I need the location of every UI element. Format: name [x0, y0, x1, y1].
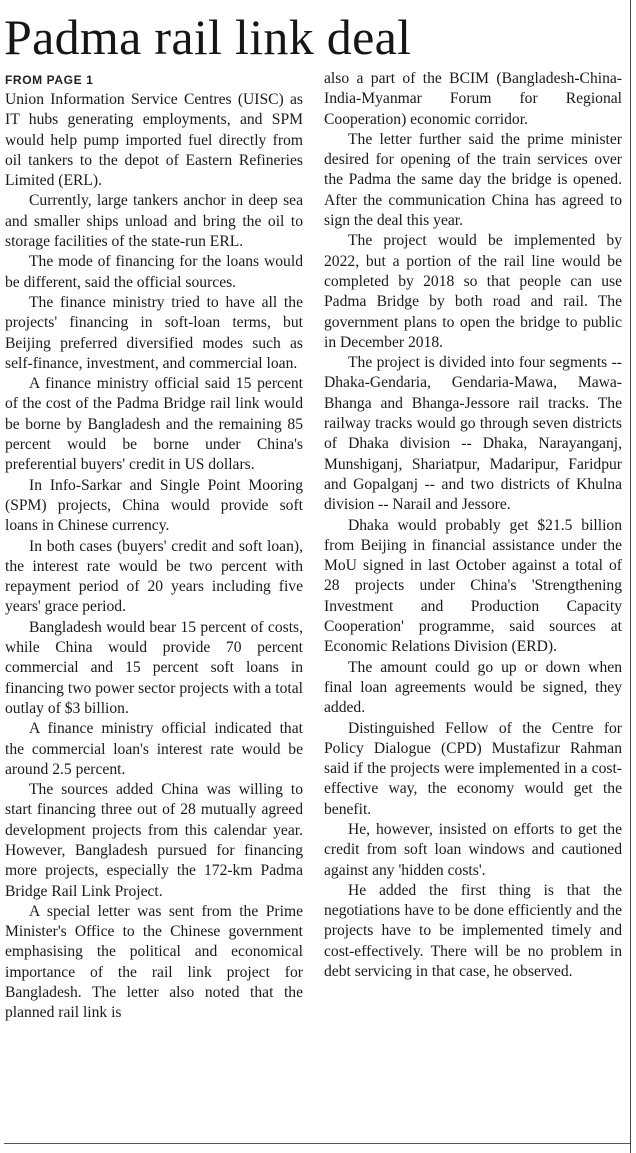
paragraph: He, however, insisted on efforts to get the credit from soft loan windows and cautioned against any 'hidden costs'.: [324, 820, 622, 879]
paragraph: Dhaka would probably get $21.5 billion from Beijing in financial assistance under the MoU signed in last October against a total of 28 projects under China's 'Strengthening Investment and Production Capacity Cooperation' programme, said sources at Economic Relations Division (ERD).: [324, 516, 622, 656]
paragraph: The letter further said the prime minister desired for opening of the train services over the Padma the same day the bridge is opened. After the communication China has agreed to sign the deal this year.: [324, 130, 622, 230]
bottom-rule: [4, 1143, 630, 1144]
paragraph: In Info-Sarkar and Single Point Mooring (SPM) projects, China would provide soft loans in Chinese currency.: [5, 476, 303, 535]
continued-from-label: FROM PAGE 1: [5, 73, 94, 87]
paragraph: The sources added China was willing to start financing three out of 28 mutually agreed development projects from this calendar year. However, Bangladesh pursued for financing more projects, especially the 172-km Padma Bridge Rail Link Project.: [5, 781, 303, 900]
paragraph: Distinguished Fellow of the Centre for Policy Dialogue (CPD) Mustafizur Rahman said if the projects were implemented in a cost-effective way, the economy would get the benefit.: [324, 719, 622, 818]
paragraph: The project is divided into four segments -- Dhaka-Gendaria, Gendaria-Mawa, Mawa-Bhanga and Bhanga-Jessore rail tracks. The railway tracks would go through seven districts of Dhaka division -- Dhaka, Narayanganj, Munshiganj, Shariatpur, Madaripur, Faridpur and Gopalganj -- and two districts of Khulna division -- Narail and Jessore.: [324, 354, 622, 514]
right-edge-rule: [630, 0, 631, 1153]
paragraph: A finance ministry official said 15 percent of the cost of the Padma Bridge rail link would be borne by Bangladesh and the remaining 85 percent would be borne under China's preferential buyers' credit in US dollars.: [5, 375, 303, 474]
paragraph: Currently, large tankers anchor in deep sea and smaller ships unload and bring the oil to storage facilities of the state-run ERL.: [5, 192, 303, 251]
headline: Padma rail link deal: [4, 9, 412, 65]
article-column-left: [5, 90, 303, 1024]
paragraph: A finance ministry official indicated that the commercial loan's interest rate would be around 2.5 percent.: [5, 720, 303, 778]
paragraph: A special letter was sent from the Prime Minister's Office to the Chinese government emphasising the political and economical importance of the rail link project for Bangladesh. The letter also noted that the planned rail link is: [5, 902, 303, 1022]
paragraph: The amount could go up or down when final loan agreements would be signed, they added.: [324, 658, 622, 717]
paragraph: He added the first thing is that the negotiations have to be done efficiently and the projects have to be implemented timely and cost-effectively. There will be no problem in debt servicing in that case, he observed.: [324, 881, 622, 981]
paragraph-continuation: also a part of the BCIM (Bangladesh-China-India-Myanmar Forum for Regional Cooperation) economic corridor.: [324, 70, 622, 128]
paragraph: Bangladesh would bear 15 percent of costs, while China would provide 70 percent commercial and 15 percent soft loans in financing two power sector projects with a total outlay of $3 billion.: [5, 618, 303, 717]
paragraph: The project would be implemented by 2022, but a portion of the rail line would be completed by 2018 so that people can use Padma Bridge by both road and rail. The government plans to open the bridge to public in December 2018.: [324, 232, 622, 351]
paragraph: Union Information Service Centres (UISC) as IT hubs generating employments, and SPM would help pump imported fuel directly from oil tankers to the depot of Eastern Refineries Limited (ERL).: [5, 91, 303, 190]
paragraph: In both cases (buyers' credit and soft loan), the interest rate would be two percent with repayment period of 20 years including five years' grace period.: [5, 537, 303, 616]
article-column-right: [324, 69, 622, 982]
paragraph: The finance ministry tried to have all the projects' financing in soft-loan terms, but Beijing preferred diversified modes such as self-finance, investment, and commercial loan.: [5, 293, 303, 372]
paragraph: The mode of financing for the loans would be different, said the official sources.: [5, 253, 303, 291]
